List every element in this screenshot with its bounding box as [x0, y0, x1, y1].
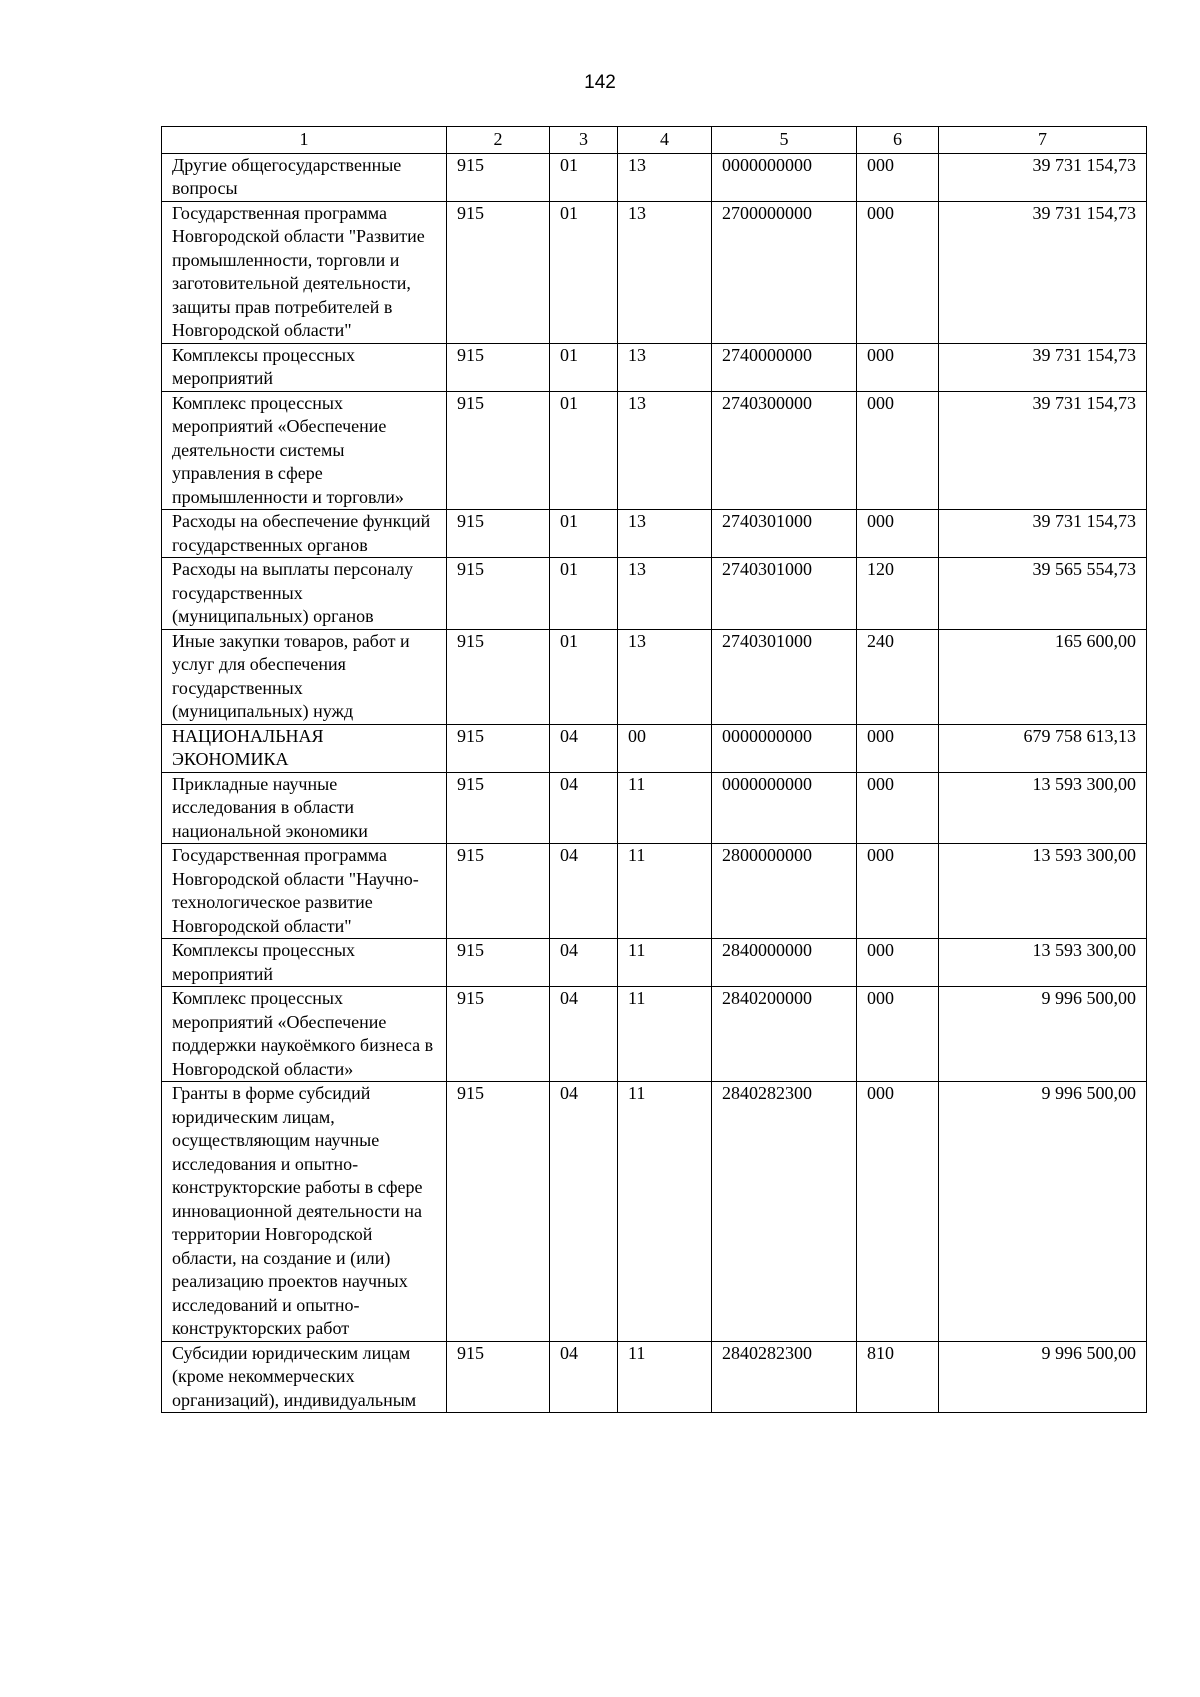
- cell-item-name: Другие общегосударственные вопросы: [162, 153, 447, 201]
- cell-amount: 13 593 300,00: [939, 939, 1147, 987]
- table-row: [162, 1082, 1147, 1342]
- header-col-4: 4: [618, 127, 712, 154]
- cell-amount: 39 565 554,73: [939, 558, 1147, 630]
- cell-subsection-code: 11: [618, 1341, 712, 1413]
- cell-ministry-code: 915: [447, 939, 550, 987]
- cell-section-code: 04: [550, 987, 618, 1082]
- cell-subsection-code: 13: [618, 201, 712, 343]
- cell-section-code: 04: [550, 939, 618, 987]
- table-row: [162, 629, 1147, 724]
- cell-ministry-code: 915: [447, 629, 550, 724]
- cell-target-article-code: 2740301000: [712, 558, 857, 630]
- cell-subsection-code: 13: [618, 391, 712, 510]
- cell-expense-type-code: 000: [857, 987, 939, 1082]
- cell-amount: 39 731 154,73: [939, 201, 1147, 343]
- table-row: [162, 510, 1147, 558]
- cell-section-code: 04: [550, 1341, 618, 1413]
- table-body: [162, 153, 1147, 1413]
- budget-table: [161, 126, 1147, 1413]
- cell-item-name: Субсидии юридическим лицам (кроме некоммерческих организаций), индивидуальным: [162, 1341, 447, 1413]
- cell-subsection-code: 11: [618, 1082, 712, 1342]
- cell-section-code: 01: [550, 558, 618, 630]
- cell-amount: 679 758 613,13: [939, 724, 1147, 772]
- table-row: [162, 558, 1147, 630]
- cell-section-code: 04: [550, 724, 618, 772]
- cell-item-name: Комплекс процессных мероприятий «Обеспечение деятельности системы управления в сфере промышленности и торговли»: [162, 391, 447, 510]
- cell-amount: 13 593 300,00: [939, 844, 1147, 939]
- table-row: [162, 343, 1147, 391]
- cell-subsection-code: 11: [618, 939, 712, 987]
- cell-section-code: 04: [550, 772, 618, 844]
- table-row: [162, 772, 1147, 844]
- cell-target-article-code: 2740300000: [712, 391, 857, 510]
- cell-subsection-code: 13: [618, 343, 712, 391]
- cell-subsection-code: 00: [618, 724, 712, 772]
- page-number: 142: [584, 72, 616, 93]
- cell-target-article-code: 2840200000: [712, 987, 857, 1082]
- cell-item-name: Государственная программа Новгородской области "Научно-технологическое развитие Новгородской области": [162, 844, 447, 939]
- cell-ministry-code: 915: [447, 844, 550, 939]
- cell-expense-type-code: 000: [857, 1082, 939, 1342]
- cell-item-name: Государственная программа Новгородской области "Развитие промышленности, торговли и заготовительной деятельности, защиты прав потребителей в Новгородской области": [162, 201, 447, 343]
- cell-item-name: Гранты в форме субсидий юридическим лицам, осуществляющим научные исследования и опытно-конструкторские работы в сфере инновационной деятельности на территории Новгородской области, на создание и (или) реализацию проектов научных исследований и опытно-конструкторских работ: [162, 1082, 447, 1342]
- cell-amount: 13 593 300,00: [939, 772, 1147, 844]
- cell-ministry-code: 915: [447, 558, 550, 630]
- cell-section-code: 01: [550, 343, 618, 391]
- header-col-6: 6: [857, 127, 939, 154]
- header-col-7: 7: [939, 127, 1147, 154]
- cell-section-code: 01: [550, 153, 618, 201]
- table-row: [162, 724, 1147, 772]
- cell-item-name: Расходы на выплаты персоналу государственных (муниципальных) органов: [162, 558, 447, 630]
- cell-amount: 9 996 500,00: [939, 987, 1147, 1082]
- cell-expense-type-code: 000: [857, 343, 939, 391]
- cell-ministry-code: 915: [447, 772, 550, 844]
- cell-target-article-code: 2740301000: [712, 629, 857, 724]
- cell-expense-type-code: 810: [857, 1341, 939, 1413]
- cell-item-name: НАЦИОНАЛЬНАЯ ЭКОНОМИКА: [162, 724, 447, 772]
- table-row: [162, 1341, 1147, 1413]
- cell-target-article-code: 2840282300: [712, 1341, 857, 1413]
- cell-item-name: Прикладные научные исследования в области национальной экономики: [162, 772, 447, 844]
- cell-expense-type-code: 000: [857, 391, 939, 510]
- table-header-row: [162, 127, 1147, 154]
- cell-item-name: Комплексы процессных мероприятий: [162, 343, 447, 391]
- cell-ministry-code: 915: [447, 987, 550, 1082]
- cell-amount: 9 996 500,00: [939, 1082, 1147, 1342]
- cell-ministry-code: 915: [447, 724, 550, 772]
- cell-subsection-code: 13: [618, 558, 712, 630]
- cell-subsection-code: 11: [618, 987, 712, 1082]
- cell-item-name: Комплекс процессных мероприятий «Обеспечение поддержки наукоёмкого бизнеса в Новгородской области»: [162, 987, 447, 1082]
- cell-expense-type-code: 240: [857, 629, 939, 724]
- cell-item-name: Расходы на обеспечение функций государственных органов: [162, 510, 447, 558]
- header-col-5: 5: [712, 127, 857, 154]
- cell-target-article-code: 0000000000: [712, 153, 857, 201]
- cell-subsection-code: 13: [618, 629, 712, 724]
- cell-ministry-code: 915: [447, 391, 550, 510]
- cell-ministry-code: 915: [447, 201, 550, 343]
- cell-amount: 39 731 154,73: [939, 153, 1147, 201]
- cell-expense-type-code: 000: [857, 510, 939, 558]
- cell-amount: 39 731 154,73: [939, 510, 1147, 558]
- cell-subsection-code: 13: [618, 153, 712, 201]
- cell-expense-type-code: 120: [857, 558, 939, 630]
- cell-target-article-code: 0000000000: [712, 724, 857, 772]
- cell-expense-type-code: 000: [857, 724, 939, 772]
- cell-item-name: Комплексы процессных мероприятий: [162, 939, 447, 987]
- table-row: [162, 153, 1147, 201]
- cell-subsection-code: 11: [618, 772, 712, 844]
- header-col-3: 3: [550, 127, 618, 154]
- cell-section-code: 01: [550, 201, 618, 343]
- cell-expense-type-code: 000: [857, 153, 939, 201]
- cell-amount: 9 996 500,00: [939, 1341, 1147, 1413]
- header-col-1: 1: [162, 127, 447, 154]
- table-row: [162, 987, 1147, 1082]
- cell-subsection-code: 11: [618, 844, 712, 939]
- cell-target-article-code: 2800000000: [712, 844, 857, 939]
- cell-item-name: Иные закупки товаров, работ и услуг для обеспечения государственных (муниципальных) нужд: [162, 629, 447, 724]
- table-row: [162, 844, 1147, 939]
- cell-target-article-code: 2840000000: [712, 939, 857, 987]
- cell-section-code: 01: [550, 629, 618, 724]
- cell-ministry-code: 915: [447, 153, 550, 201]
- cell-section-code: 01: [550, 510, 618, 558]
- cell-ministry-code: 915: [447, 1341, 550, 1413]
- cell-section-code: 04: [550, 1082, 618, 1342]
- table-row: [162, 201, 1147, 343]
- cell-target-article-code: 2740301000: [712, 510, 857, 558]
- cell-ministry-code: 915: [447, 510, 550, 558]
- cell-ministry-code: 915: [447, 1082, 550, 1342]
- cell-expense-type-code: 000: [857, 772, 939, 844]
- cell-amount: 165 600,00: [939, 629, 1147, 724]
- cell-expense-type-code: 000: [857, 201, 939, 343]
- cell-target-article-code: 0000000000: [712, 772, 857, 844]
- cell-amount: 39 731 154,73: [939, 391, 1147, 510]
- cell-ministry-code: 915: [447, 343, 550, 391]
- cell-subsection-code: 13: [618, 510, 712, 558]
- cell-section-code: 04: [550, 844, 618, 939]
- cell-expense-type-code: 000: [857, 844, 939, 939]
- cell-target-article-code: 2840282300: [712, 1082, 857, 1342]
- cell-target-article-code: 2740000000: [712, 343, 857, 391]
- cell-expense-type-code: 000: [857, 939, 939, 987]
- cell-amount: 39 731 154,73: [939, 343, 1147, 391]
- table-row: [162, 391, 1147, 510]
- cell-section-code: 01: [550, 391, 618, 510]
- header-col-2: 2: [447, 127, 550, 154]
- cell-target-article-code: 2700000000: [712, 201, 857, 343]
- table-row: [162, 939, 1147, 987]
